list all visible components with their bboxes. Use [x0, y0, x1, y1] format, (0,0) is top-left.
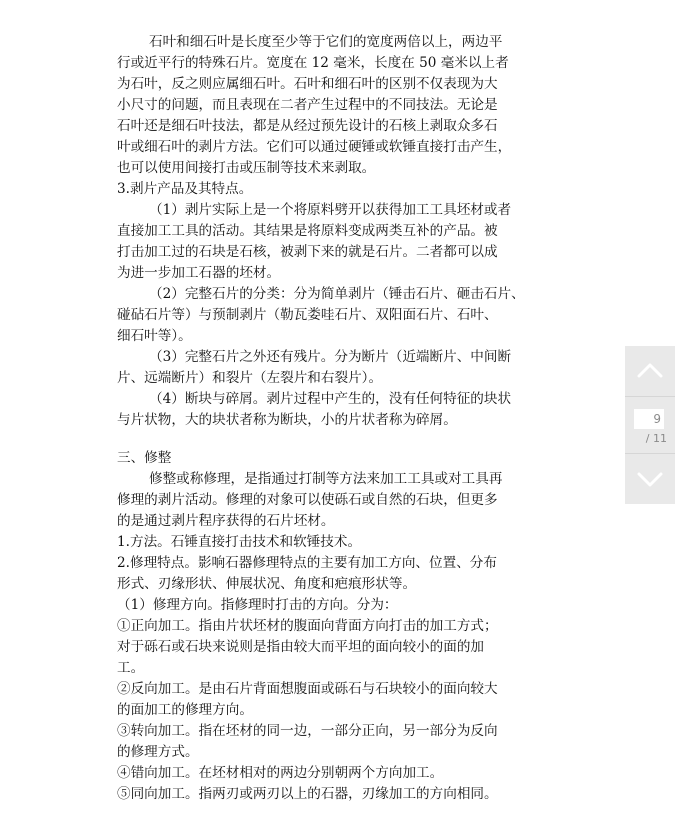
text-line: 1.方法。石锤直接打击技术和软锤技术。 — [117, 534, 362, 550]
text-line: 石叶和细石叶是长度至少等于它们的宽度两倍以上，两边平 — [149, 34, 503, 50]
divider — [625, 396, 675, 397]
text-line: 与片状物，大的块状者称为断块，小的片状者称为碎屑。 — [117, 412, 457, 428]
text-line: （1）剥片实际上是一个将原料劈开以获得加工工具坯材或者 — [149, 202, 512, 218]
text-line: 2.修理特点。影响石器修理特点的主要有加工方向、位置、分布 — [117, 555, 497, 571]
text-line: ②反向加工。是由石片背面想腹面或砾石与石块较小的面向较大 — [117, 681, 498, 697]
text-line: 细石叶等）。 — [117, 328, 192, 344]
text-line: 为石叶，反之则应属细石叶。石叶和细石叶的区别不仅表现为大 — [117, 76, 498, 92]
text-line: （3）完整石片之外还有残片。分为断片（近端断片、中间断 — [149, 349, 512, 365]
text-line: （1）修理方向。指修理时打击的方向。分为： — [117, 597, 398, 613]
text-line: ③转向加工。指在坯材的同一边，一部分正向，另一部分为反向 — [117, 723, 498, 739]
chevron-down-icon — [625, 454, 675, 504]
next-page-button[interactable] — [625, 454, 675, 504]
text-line: 修整或称修理，是指通过打制等方法来加工工具或对工具再 — [149, 471, 503, 487]
chevron-up-icon — [625, 346, 675, 396]
text-line: 片、远端断片）和裂片（左裂片和右裂片）。 — [117, 370, 383, 386]
text-line: ①正向加工。指由片状坯材的腹面向背面方向打击的加工方式； — [117, 618, 498, 634]
text-line: 也可以使用间接打击或压制等技术来剥取。 — [117, 160, 376, 176]
section-heading: 3.剥片产品及其特点。 — [117, 181, 253, 197]
current-page-indicator[interactable]: 9 — [634, 409, 664, 429]
text-line: 为进一步加工石器的坯材。 — [117, 265, 281, 281]
text-line: 碰砧石片等）与预制剥片（勒瓦娄哇石片、双阳面石片、石叶、 — [117, 307, 498, 323]
text-line: 石叶还是细石叶技法，都是从经过预先设计的石核上剥取众多石 — [117, 118, 498, 134]
total-pages-label: / 11 — [645, 432, 667, 445]
text-line: 的面加工的修理方向。 — [117, 702, 253, 718]
text-line: 行或近平行的特殊石片。宽度在 12 毫米，长度在 50 毫米以上者 — [117, 55, 509, 71]
text-line: 小尺寸的问题，而且表现在二者产生过程中的不同技法。无论是 — [117, 97, 498, 113]
text-line: ⑤同向加工。指两刃或两刃以上的石器，刃缘加工的方向相同。 — [117, 786, 498, 802]
previous-page-button[interactable] — [625, 346, 675, 396]
text-line: 的是通过剥片程序获得的石片坯材。 — [117, 513, 335, 529]
text-line: 的修理方式。 — [117, 744, 199, 760]
text-line: 形式、刃缘形状、伸展状况、角度和疤痕形状等。 — [117, 576, 417, 592]
section-heading: 三、修整 — [117, 450, 172, 466]
text-line: 打击加工过的石块是石核，被剥下来的就是石片。二者都可以成 — [117, 244, 498, 260]
text-line: 叶或细石叶的剥片方法。它们可以通过硬锤或软锤直接打击产生， — [117, 139, 512, 155]
text-line: 直接加工工具的活动。其结果是将原料变成两类互补的产品。被 — [117, 223, 498, 239]
text-line: （4）断块与碎屑。剥片过程中产生的，没有任何特征的块状 — [149, 391, 512, 407]
text-line: 修理的剥片活动。修理的对象可以使砾石或自然的石块，但更多 — [117, 492, 498, 508]
text-line: ④错向加工。在坯材相对的两边分别朝两个方向加工。 — [117, 765, 444, 781]
text-line: 工。 — [117, 660, 145, 676]
text-line: 对于砾石或石块来说则是指由较大而平坦的面向较小的面的加 — [117, 639, 485, 655]
page-navigator — [625, 346, 675, 504]
text-line: （2）完整石片的分类：分为简单剥片（锤击石片、砸击石片、 — [149, 286, 525, 302]
